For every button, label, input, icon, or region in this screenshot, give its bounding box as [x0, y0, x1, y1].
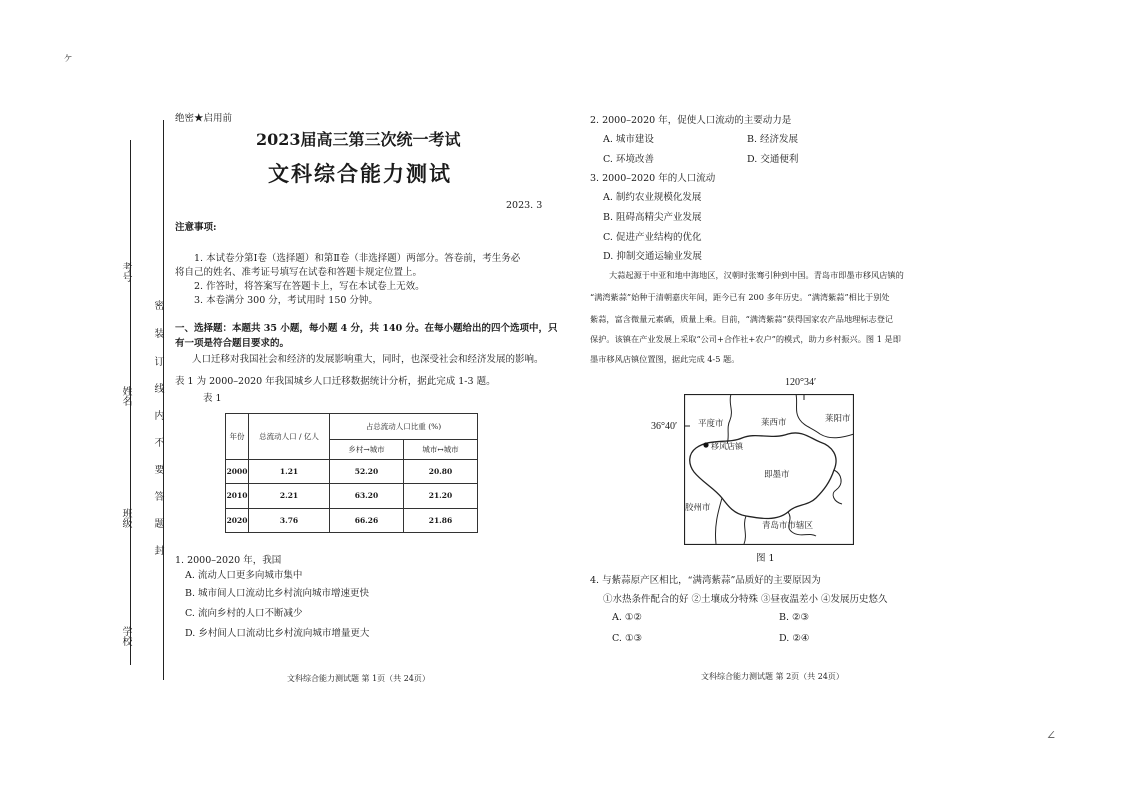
map-latitude-label: 36°40′: [651, 421, 678, 432]
map-boundary: [744, 516, 746, 544]
answer-option: A. 流动人口更多向城市集中: [185, 570, 303, 581]
seal-char: 题: [152, 518, 163, 528]
seal-char: 封: [152, 545, 163, 555]
passage-line: 紫蒜，富含微量元素硒，质量上乘。目前，“满湾紫蒜”获得国家农产品地理标志登记: [590, 314, 894, 324]
answer-option: B. ②③: [779, 612, 810, 623]
table-header: 年份: [226, 414, 249, 460]
answer-option: C. ①③: [612, 633, 643, 644]
map-boundary: [727, 394, 731, 444]
table-cell: 2010: [226, 484, 249, 508]
passage-line: 大蒜起源于中亚和地中海地区，汉朝时张骞引种到中国。青岛市即墨市移风店镇的: [609, 270, 904, 280]
field-label-school: 学校: [120, 626, 131, 646]
table-row: [226, 484, 478, 508]
map-place-label: 平度市: [698, 419, 724, 429]
section-heading-cont: 有一项是符合题目要求的。: [175, 338, 290, 349]
exam-title: 2023届高三第三次统一考试: [256, 130, 461, 149]
notice-line: 2. 作答时，将答案写在答题卡上，写在本试卷上无效。: [194, 281, 425, 292]
scan-mark-bottom: ∠: [1046, 728, 1057, 742]
page-footer: 文科综合能力测试题 第 2页（共 24页）: [701, 672, 844, 681]
page-footer: 文科综合能力测试题 第 1页（共 24页）: [287, 674, 430, 683]
passage-line: 墨市移风店镇位置图，据此完成 4-5 题。: [590, 354, 740, 364]
seal-char: 内: [152, 410, 163, 420]
map-place-label: 移风店镇: [711, 442, 743, 451]
answer-option: D. 乡村间人口流动比乡村流向城市增量更大: [185, 628, 370, 639]
table-cell: 2.21: [249, 484, 330, 508]
question-stem: 3. 2000–2020 年的人口流动: [590, 173, 716, 184]
notice-line: 1. 本试卷分第Ⅰ卷（选择题）和第Ⅱ卷（非选择题）两部分。答卷前，考生务必: [194, 253, 521, 264]
intro-text: 人口迁移对我国社会和经济的发展影响重大，同时，也深受社会和经济发展的影响。: [192, 354, 544, 365]
answer-option: B. 城市间人口流动比乡村流向城市增速更快: [185, 588, 370, 599]
seal-char: 不: [152, 437, 163, 447]
notice-heading: 注意事项:: [175, 222, 217, 233]
passage-line: 保护。该镇在产业发展上采取“公司+合作社+农户”的模式，助力乡村振兴。图 1 是即: [590, 334, 901, 344]
passage-line: “满湾紫蒜”始种于清朝嘉庆年间，距今已有 200 多年历史。“满湾紫蒜”相比于别处: [590, 292, 890, 302]
confidential-label: 绝密★启用前: [175, 113, 233, 124]
question-stem: 1. 2000–2020 年，我国: [175, 555, 282, 566]
table-row: [226, 460, 478, 484]
coastline: [833, 470, 842, 504]
answer-option: C. 促进产业结构的优化: [603, 232, 702, 243]
table-cell: 3.76: [249, 508, 330, 532]
map-caption: 图 1: [756, 553, 775, 564]
answer-option: B. 经济发展: [747, 134, 799, 145]
field-label-class: 班级: [120, 508, 131, 528]
answer-option: C. 流向乡村的人口不断减少: [185, 608, 303, 619]
subject-title: 文科综合能力测试: [268, 161, 452, 186]
section-heading: 一、选择题：本题共 35 小题，每小题 4 分，共 140 分。在每小题给出的四个选项中，只: [175, 323, 558, 334]
question-stem: 4. 与紫蒜原产区相比，“满湾紫蒜”品质好的主要原因为: [590, 575, 821, 586]
map-place-label: 胶州市: [685, 503, 711, 513]
map-boundary: [715, 498, 722, 544]
map-place-label: 青岛市市辖区: [762, 521, 814, 531]
answer-option: B. 阻碍高精尖产业发展: [603, 212, 702, 223]
answer-option: D. 交通便利: [747, 154, 799, 165]
seal-char: 线: [152, 383, 163, 393]
table-header: 总流动人口 / 亿人: [249, 414, 330, 460]
table-cell: 66.26: [330, 508, 404, 532]
seal-char: 装: [152, 328, 163, 338]
answer-option: D. 抑制交通运输业发展: [603, 251, 702, 262]
map-place-label: 莱西市: [761, 418, 787, 428]
table-cell: 20.80: [404, 460, 478, 484]
table-subheader: 城市↔城市: [404, 440, 478, 460]
table-cell: 2000: [226, 460, 249, 484]
notice-line: 3. 本卷满分 300 分，考试用时 150 分钟。: [194, 295, 378, 306]
question-stem: 2. 2000–2020 年，促使人口流动的主要动力是: [590, 115, 792, 126]
field-label-exam-no: 考号: [120, 262, 131, 282]
answer-option: D. ②④: [779, 633, 810, 644]
binding-line-inner: [163, 120, 164, 680]
seal-char: 答: [152, 491, 163, 501]
table-subheader: 乡村→城市: [330, 440, 404, 460]
map-longitude-label: 120°34′: [785, 377, 817, 388]
table-header: 占总流动人口比重 (%): [330, 414, 478, 440]
notice-line: 将自己的姓名、准考证号填写在试卷和答题卡规定位置上。: [175, 267, 423, 278]
migration-table: [225, 413, 478, 533]
scan-mark-top: ヶ: [62, 50, 75, 64]
field-label-name: 姓名: [120, 386, 131, 406]
table-caption: 表 1: [203, 393, 222, 404]
seal-char: 订: [152, 356, 163, 366]
answer-option: A. 制约农业规模化发展: [603, 192, 702, 203]
answer-option: C. 环境改善: [603, 154, 654, 165]
table-cell: 52.20: [330, 460, 404, 484]
intro-text: 表 1 为 2000–2020 年我国城乡人口迁移数据统计分析，据此完成 1-3 题。: [175, 376, 496, 387]
map-place-label: 即墨市: [764, 470, 790, 480]
table-cell: 2020: [226, 508, 249, 532]
seal-char: 密: [152, 300, 163, 310]
answer-option: A. ①②: [612, 612, 642, 623]
seal-char: 要: [152, 464, 163, 474]
table-cell: 63.20: [330, 484, 404, 508]
answer-option: A. 城市建设: [603, 134, 654, 145]
town-marker: [703, 442, 708, 447]
table-row: [226, 508, 478, 532]
table-cell: 21.20: [404, 484, 478, 508]
table-cell: 21.86: [404, 508, 478, 532]
table-cell: 1.21: [249, 460, 330, 484]
map-place-label: 莱阳市: [825, 414, 851, 424]
question-choices: ①水热条件配合的好 ②土壤成分特殊 ③昼夜温差小 ④发展历史悠久: [603, 594, 888, 605]
exam-date: 2023. 3: [506, 200, 543, 211]
